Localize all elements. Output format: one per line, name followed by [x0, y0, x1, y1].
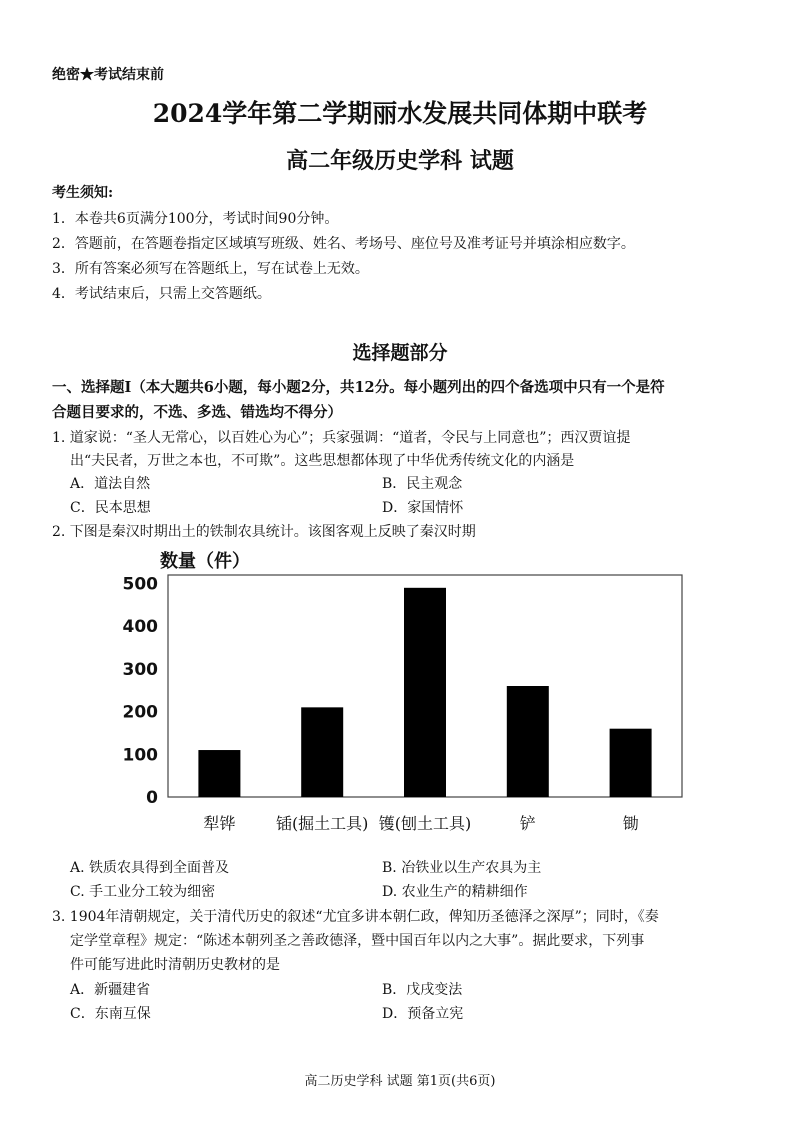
question-2-option-b: B. 冶铁业以生产农具为主 [382, 860, 542, 876]
confidential-label: 绝密★考试结束前 [52, 67, 164, 83]
question-1-option-b: B．民主观念 [382, 476, 463, 492]
section-title: 选择题部分 [352, 342, 448, 364]
question-2-text: 2. 下图是秦汉时期出土的铁制农具统计。该图客观上反映了秦汉时期 [52, 524, 476, 540]
x-tick-label: 锄 [622, 814, 639, 833]
bar [610, 729, 652, 797]
question-1-text: 出“夫民者，万世之本也，不可欺”。这些思想都体现了中华优秀传统文化的内涵是 [70, 453, 575, 469]
x-tick-label: 犁铧 [203, 814, 236, 833]
bar [507, 686, 549, 797]
exam-title: 2024学年第二学期丽水发展共同体期中联考 [152, 99, 648, 128]
part-instructions: 合题目要求的，不选、多选、错选均不得分） [52, 404, 342, 421]
exam-subtitle: 高二年级历史学科 试题 [286, 148, 514, 174]
y-tick-label: 200 [122, 702, 158, 723]
notice-item: 2．答题前，在答题卷指定区域填写班级、姓名、考场号、座位号及准考证号并填涂相应数字。 [52, 236, 635, 252]
question-2-option-d: D. 农业生产的精耕细作 [382, 884, 528, 900]
question-3-option-a: A．新疆建省 [70, 982, 151, 998]
bar [404, 588, 446, 797]
x-tick-label: 铲 [519, 814, 536, 833]
chart-svg [110, 545, 700, 845]
bar [198, 750, 240, 797]
question-3-option-b: B．戊戌变法 [382, 982, 463, 998]
question-2-option-c: C. 手工业分工较为细密 [70, 884, 216, 900]
question-3-option-c: C．东南互保 [70, 1006, 151, 1022]
y-tick-label: 500 [122, 574, 158, 595]
y-tick-label: 300 [122, 659, 158, 680]
part-instructions: 一、选择题Ⅰ（本大题共6小题，每小题2分，共12分。每小题列出的四个备选项中只有一个是符 [52, 379, 665, 396]
notice-item: 4．考试结束后，只需上交答题纸。 [52, 286, 271, 302]
question-3-text: 定学堂章程》规定：“陈述本朝列圣之善政德泽，暨中国百年以内之大事”。据此要求，下列事 [70, 933, 645, 949]
y-tick-label: 400 [122, 617, 158, 638]
y-tick-label: 0 [146, 788, 158, 808]
question-1-option-a: A．道法自然 [70, 476, 151, 492]
page-footer: 高二历史学科 试题 第1页(共6页) [304, 1074, 496, 1089]
bar-chart [110, 545, 700, 845]
notice-item: 1．本卷共6页满分100分，考试时间90分钟。 [52, 211, 339, 227]
notice-item: 3．所有答案必须写在答题纸上，写在试卷上无效。 [52, 261, 369, 277]
question-3-option-d: D．预备立宪 [382, 1006, 464, 1022]
x-tick-label: 锸(掘土工具) [275, 814, 369, 833]
notice-heading: 考生须知: [52, 185, 114, 201]
y-axis-label: 数量（件） [160, 551, 250, 572]
bar [301, 707, 343, 797]
question-1-option-c: C．民本思想 [70, 500, 151, 516]
question-2-option-a: A. 铁质农具得到全面普及 [70, 860, 230, 876]
question-1-text: 1. 道家说：“圣人无常心，以百姓心为心”；兵家强调：“道者，令民与上同意也”；西汉贾谊提 [52, 430, 631, 446]
question-3-text: 3. 1904年清朝规定，关于清代历史的叙述“尤宜多讲本朝仁政，俾知历圣德泽之深厚”；同时，《奏 [52, 909, 659, 925]
y-tick-label: 100 [122, 745, 158, 766]
question-1-option-d: D．家国情怀 [382, 500, 464, 516]
x-tick-label: 镬(刨土工具) [378, 814, 472, 833]
question-3-text: 件可能写进此时清朝历史教材的是 [70, 957, 280, 973]
